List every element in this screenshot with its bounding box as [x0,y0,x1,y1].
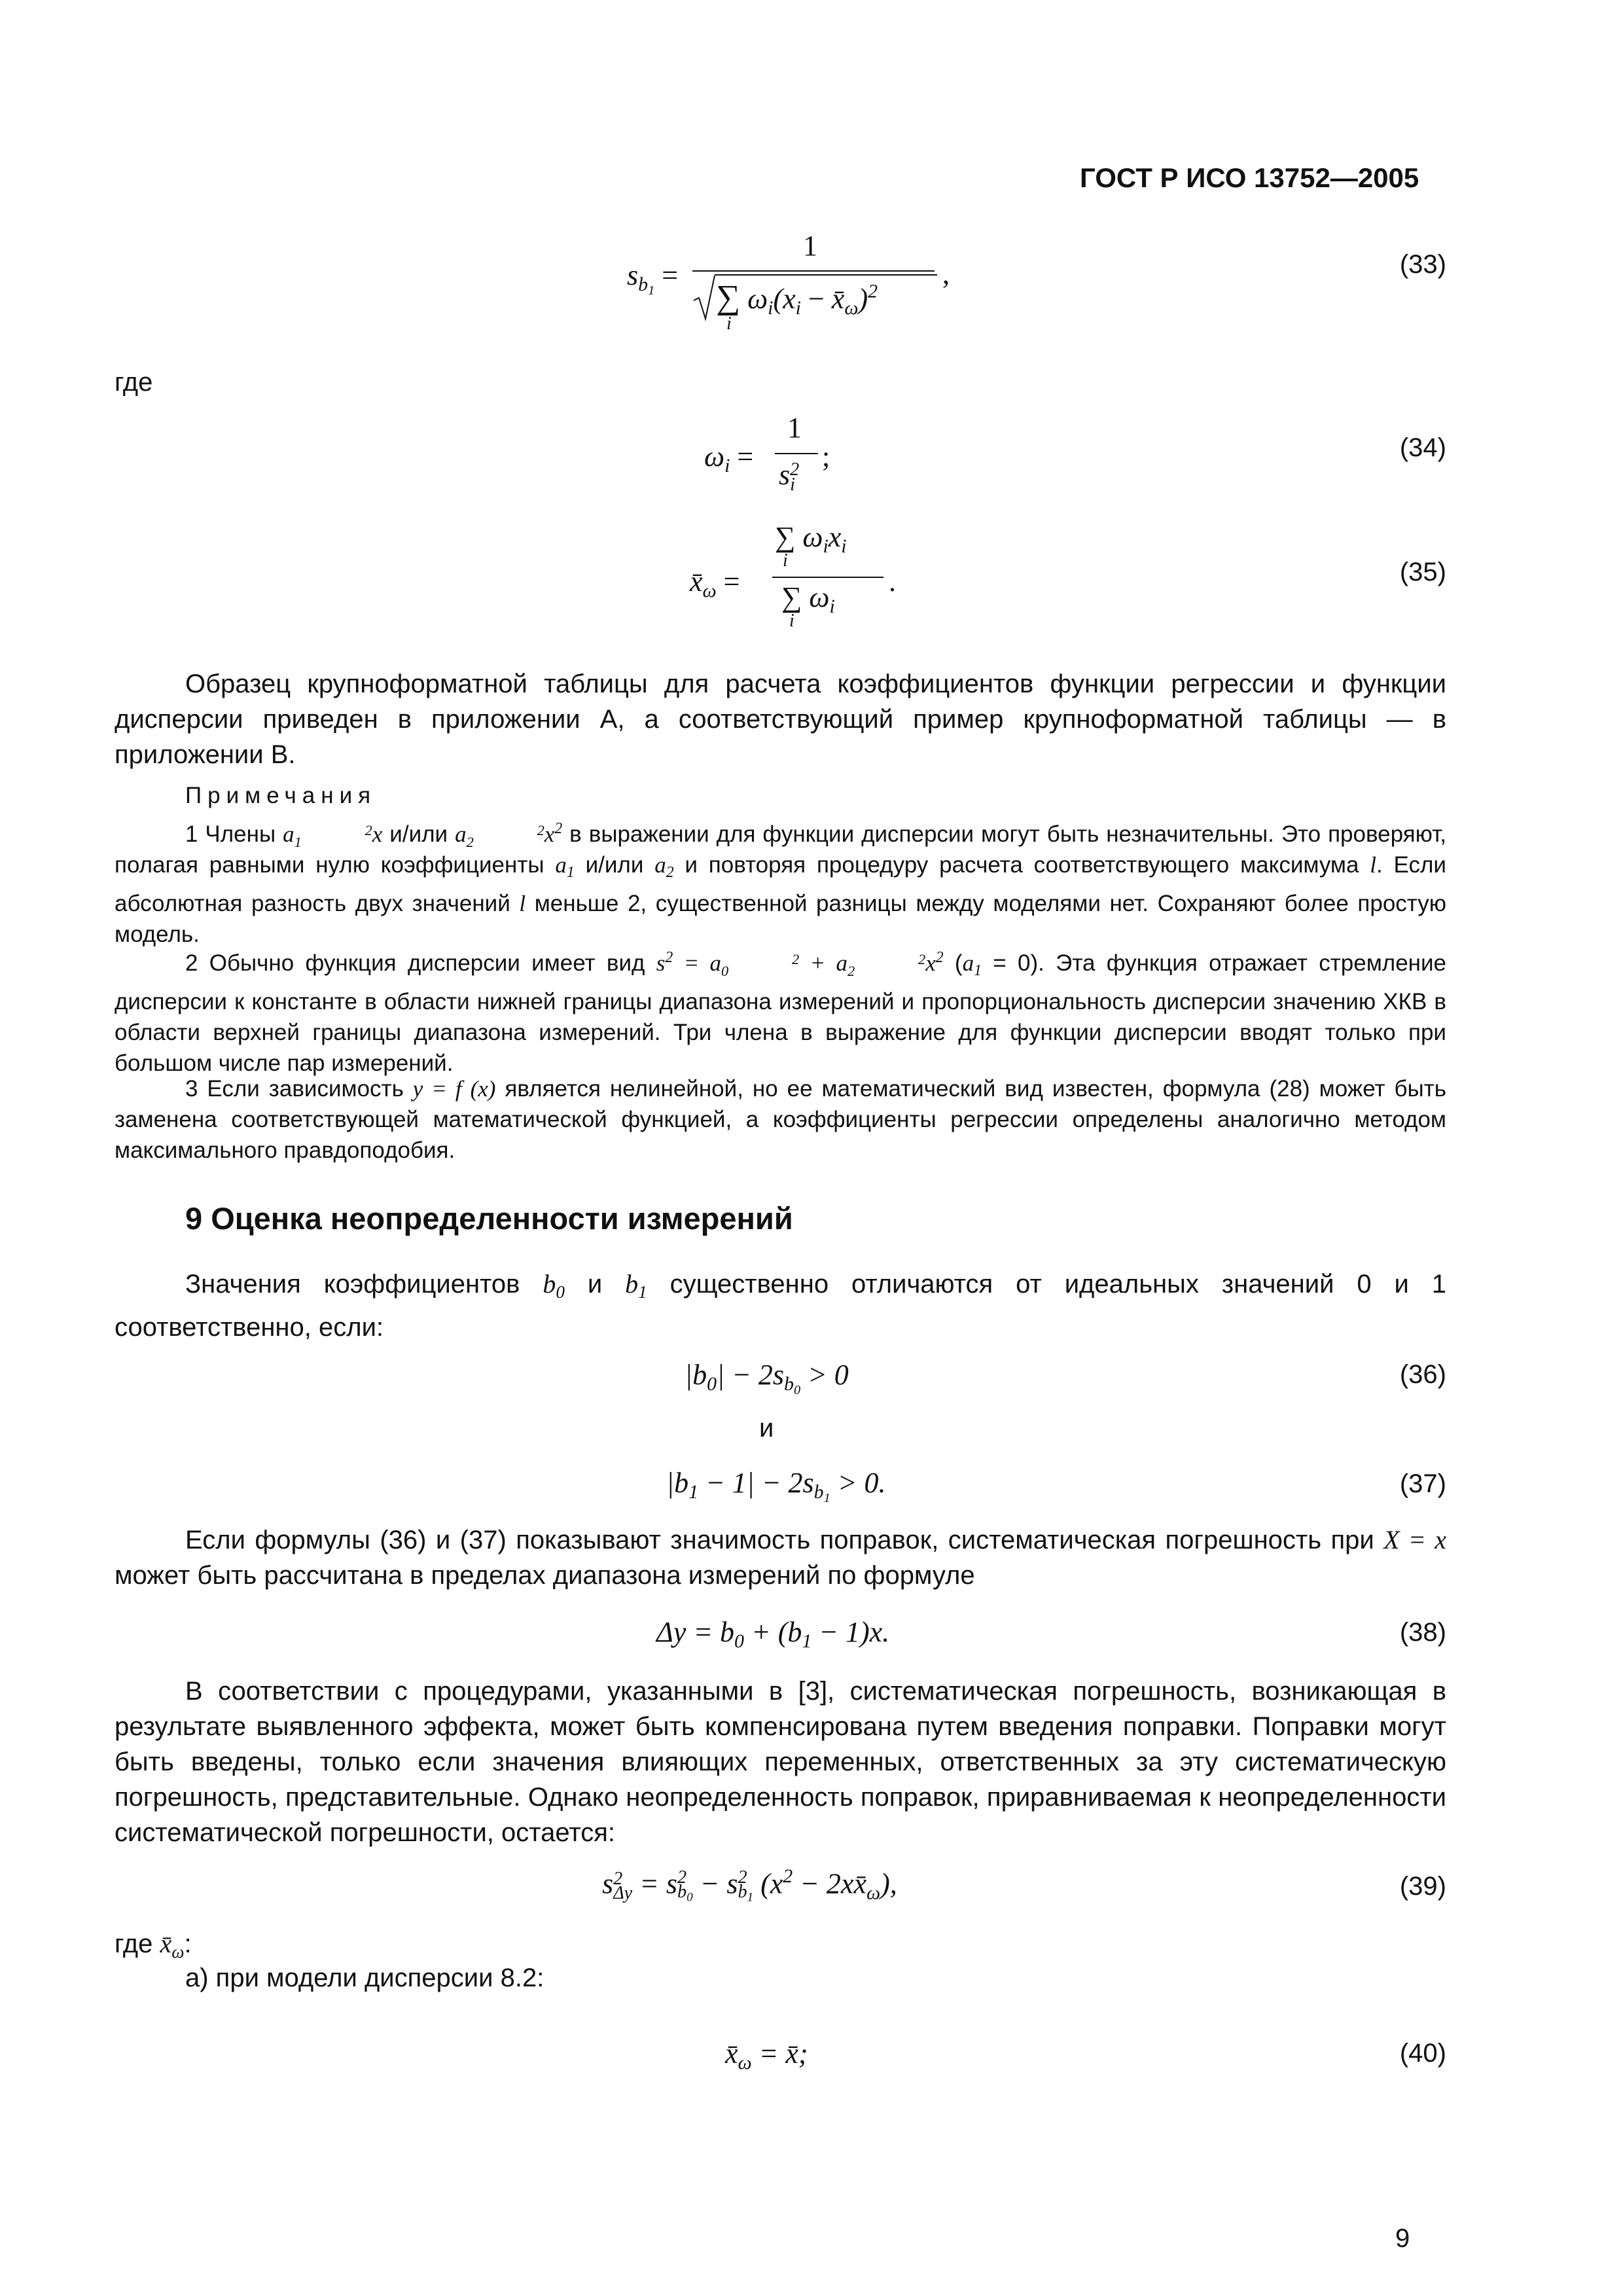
list-item-a: а) при модели дисперсии 8.2: [185,1964,544,1992]
equation-39: s2 Δy = s2 $b_0 - s2$ $b_1$ ($x^2$ − $2xx̄_\omega$), [602,1865,897,1905]
equation-number-40: (40) [1399,2039,1446,2068]
paragraph-appendix: Образец крупноформатной таблицы для расчета коэффициентов функции регрессии и функции дисперсии приведен в приложении А, а соответствующий пример крупноформатной таблицы — в приложении В. [115,670,1446,769]
equation-number-37: (37) [1399,1469,1446,1498]
paragraph-procedures: В соответствии с процедурами, указанными в [3], систематическая погрешность, возникающая в результате выявленного эффекта, может быть компенсирована путем введения поправки. Поправки могут быть введены, только если значения влияющих переменных, ответственных за эту систематическую погрешность, представительные. Однако неопределенность поправок, приравниваемая к неопределенности систематической погрешности, остается: [115,1677,1446,1847]
and-conjunction: и [759,1414,774,1443]
paragraph-formulas: Если формулы (36) и (37) показывают значимость поправок, систематическая погрешность при X = x может быть рассчитана в пределах диапазона измерений по формуле [115,1525,1446,1590]
equation-number-36: (36) [1399,1360,1446,1389]
equation-number-34: (34) [1399,433,1446,462]
notes-title: Примечания [185,783,377,808]
note-3: 3 Если зависимость y = f (x) является нелинейной, но ее математический вид известен, формула (28) может быть заменена соответствующей математической функцией, а коэффициенты регрессии определены аналогично методом максимального правдоподобия. [115,1076,1446,1163]
equation-number-33: (33) [1399,250,1446,279]
equation-number-35: (35) [1399,558,1446,586]
equation-38: $\Delta y = b_0 + (b_1 - 1)x$. [656,1616,890,1652]
equation-number-38: (38) [1399,1618,1446,1647]
equation-36: $|b_0| - 2s_{b_0} > 0$ [685,1359,849,1398]
where-label: где [115,368,153,397]
standard-code-header: ГОСТ Р ИСО 13752—2005 [1080,162,1419,193]
equation-number-39: (39) [1399,1872,1446,1901]
equation-37: $|b_1 - 1| - 2s_{b_1} > 0$. [666,1467,886,1506]
equation-40: $x̄_\omega$ = x̄; [725,2037,808,2073]
sqrt-sign [692,274,716,321]
note-1: 1 Члены a 2 1 x и/или a 2 2 $x^2$ в выражении для функции дисперсии могут быть незначительны. Это проверяют, полагая равными нулю коэффициенты $a_1$ и/или $a_2$ и повторяя процедуру расчета соответствующего максимума l. Если абсолютная разность двух значений l меньше 2, существенной разницы между моделями нет. Сохраняют более простую модель. [115,820,1446,948]
page-number: 9 [1395,2224,1410,2253]
section-heading-9: 9 Оценка неопределенности измерений [185,1201,793,1236]
where-xbar-label: где $x̄_\omega$: [115,1929,192,1962]
paragraph-coefficients: Значения коэффициентов $b_0$ и $b_1$ существенно отличаются от идеальных значений 0 и 1 соответственно, если: [115,1269,1446,1342]
note-2: 2 Обычно функция дисперсии имеет вид $s^2 = a$ 2 0 + a 2 2 $x^2$ $(a_1 = 0)$. Эта функция отражает стремление дисперсии к константе в области нижней границы диапазона измерений и пропорциональность дисперсии значению ХКВ в области верхней границы диапазона измерений. Три члена в выражение для функции дисперсии вводят только при большом числе пар измерений. [115,949,1447,1077]
